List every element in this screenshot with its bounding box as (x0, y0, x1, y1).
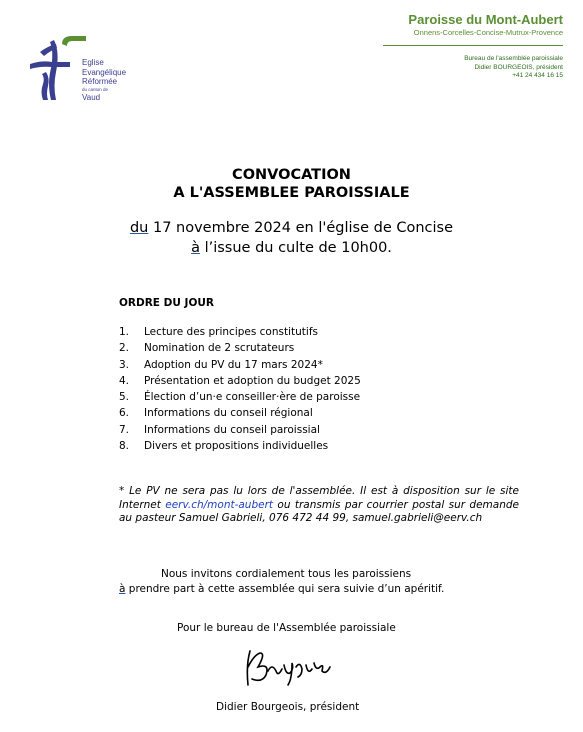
bureau-contact (464, 55, 563, 81)
logo-line: Réformée (82, 77, 118, 86)
signoff: Pour le bureau de l'Assemblée paroissiale (177, 622, 396, 634)
cross-logo-icon (26, 32, 86, 102)
underlined-word: à (119, 583, 126, 595)
website-link[interactable]: eerv.ch/mont-aubert (165, 498, 274, 511)
meeting-date-place (0, 218, 583, 258)
subtitle-text: l’issue du culte de 10h00. (199, 240, 392, 256)
bureau-line: +41 24 434 16 15 (512, 72, 563, 79)
bureau-line: Didier BOURGEOIS, président (474, 63, 563, 71)
logo-text (82, 58, 126, 102)
invitation-line: à prendre part à cette assemblée qui sera suivie d’un apéritif. (119, 583, 445, 595)
header-divider (383, 45, 563, 46)
logo-line: Eglise (82, 58, 104, 67)
agenda-item: 5. Élection d’un·e conseiller·ère de paroisse (119, 391, 361, 404)
agenda-item: 4. Présentation et adoption du budget 2025 (119, 374, 361, 387)
underlined-word: du (129, 220, 149, 236)
agenda-item: 2. Nomination de 2 scrutateurs (119, 342, 295, 355)
invitation-line: Nous invitons cordialement tous les paroissiens (161, 568, 412, 580)
parish-villages: Onnens-Corcelles-Concise-Mutrux-Provence (413, 28, 563, 37)
agenda-item: 6. Informations du conseil régional (119, 407, 313, 420)
subtitle-line (0, 238, 583, 258)
pv-note: * Le PV ne sera pas lu lors de l'assemblée. Il est à disposition sur le site Internet eerv.ch/mont-aubert ou transmis par courrier postal sur demande au pasteur Samuel Gabrieli, 076 472 44 99, samuel.gabrieli@eerv.ch (119, 485, 520, 524)
document-title (0, 166, 583, 202)
underlined-word: à (191, 240, 200, 256)
agenda-list (119, 324, 361, 454)
logo-line: Evangélique (82, 67, 127, 77)
agenda-item: 7. Informations du conseil paroissial (119, 423, 320, 436)
signer-name: Didier Bourgeois, président (216, 701, 360, 713)
subtitle-line (0, 218, 583, 238)
agenda-item: 3. Adoption du PV du 17 mars 2024* (119, 358, 323, 371)
parish-name: Paroisse du Mont-Aubert (408, 12, 563, 27)
logo-small-line: du canton de (82, 86, 109, 92)
title-line: CONVOCATION (232, 167, 351, 183)
subtitle-text: 17 novembre 2024 en l'église de Concise (148, 220, 454, 236)
agenda-heading: ORDRE DU JOUR (119, 297, 214, 309)
agenda-item: 1. Lecture des principes constitutifs (119, 326, 318, 338)
agenda-item: 8. Divers et propositions individuelles (119, 440, 329, 453)
bureau-line: Bureau de l'assemblée paroissiale (464, 55, 563, 62)
title-line: A L'ASSEMBLEE PAROISSIALE (173, 185, 410, 201)
logo-line: Vaud (82, 92, 101, 102)
eerv-logo (26, 32, 141, 107)
handwritten-signature (236, 645, 346, 690)
parish-header (408, 12, 563, 38)
